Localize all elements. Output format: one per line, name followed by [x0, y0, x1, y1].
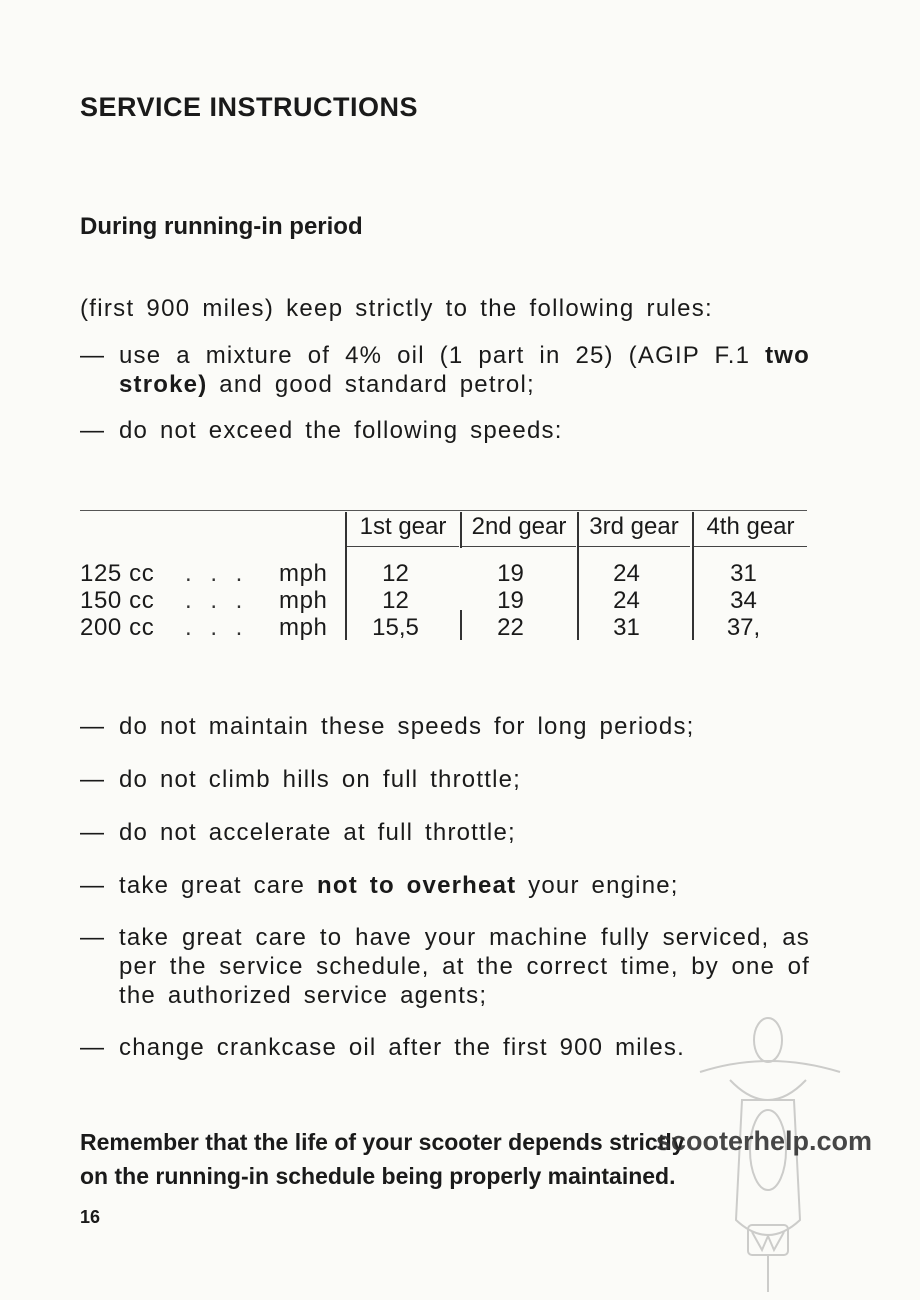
cell-125-2nd: 19	[497, 560, 524, 587]
rule-dash: —	[80, 872, 106, 899]
header-underline	[694, 546, 807, 547]
intro-text: (first 900 miles) keep strictly to the following rules:	[80, 295, 714, 322]
column-divider	[460, 512, 462, 548]
rule-text: do not exceed the following speeds:	[119, 417, 563, 444]
rule-text: do not maintain these speeds for long periods;	[119, 713, 695, 740]
rule-speeds	[80, 416, 810, 445]
rule-no-sustained-speed	[80, 712, 810, 741]
remember-line-1: Remember that the life of your scooter depends strictly	[80, 1129, 685, 1155]
rule-no-hill-climb	[80, 765, 810, 794]
header-4th-gear: 4th gear	[706, 513, 795, 540]
rule-bold-text: not to overheat	[316, 872, 517, 899]
rule-dash: —	[80, 1034, 106, 1061]
rule-text-part: and good standard petrol;	[207, 371, 535, 398]
cell-200-3rd: 31	[613, 614, 640, 641]
cell-200-2nd: 22	[497, 614, 524, 641]
rule-text	[80, 871, 810, 900]
engine-size: 125 cc	[80, 560, 155, 587]
row-label-150cc	[80, 587, 328, 615]
rule-bold-text: two stroke)	[119, 342, 810, 398]
rule-no-overheat	[80, 871, 810, 900]
cell-150-4th: 34	[730, 587, 757, 614]
table-top-rule	[80, 510, 807, 511]
unit-label: mph	[279, 560, 328, 587]
rule-text-part: use a mixture of 4% oil (1 part in 25) (AGIP F.1	[119, 342, 766, 369]
remember-line-2: on the running-in schedule being properly maintained.	[80, 1163, 676, 1189]
rule-text: change crankcase oil after the first 900 miles.	[119, 1034, 685, 1061]
header-3rd-gear: 3rd gear	[589, 513, 679, 540]
rule-dash: —	[80, 924, 106, 951]
cell-125-3rd: 24	[613, 560, 640, 587]
cell-150-2nd: 19	[497, 587, 524, 614]
cell-125-4th: 31	[730, 560, 757, 587]
leader-dots: . . .	[185, 560, 249, 587]
cell-200-4th: 37,	[726, 614, 761, 641]
header-underline	[462, 546, 576, 547]
cell-150-3rd: 24	[613, 587, 640, 614]
rule-no-full-acceleration	[80, 818, 810, 847]
page-number: 16	[80, 1207, 101, 1227]
rule-dash: —	[80, 819, 106, 846]
header-underline	[347, 546, 459, 547]
page-title: SERVICE INSTRUCTIONS	[80, 92, 419, 122]
cell-200-1st: 15,5	[372, 614, 419, 641]
engine-size: 150 cc	[80, 587, 155, 614]
rule-dash: —	[80, 766, 106, 793]
rule-text-part: your engine;	[516, 872, 679, 899]
header-underline	[578, 546, 690, 547]
rule-text: do not accelerate at full throttle;	[119, 819, 516, 846]
site-watermark: scooterhelp.com	[656, 1126, 873, 1156]
leader-dots: . . .	[185, 614, 249, 641]
header-2nd-gear: 2nd gear	[471, 513, 567, 540]
section-subtitle: During running-in period	[80, 213, 363, 240]
rule-oil-mixture	[80, 341, 810, 399]
unit-label: mph	[279, 614, 328, 641]
rule-servicing	[80, 923, 810, 1010]
row-label-200cc	[80, 614, 328, 642]
row-label-125cc	[80, 560, 328, 588]
cell-150-1st: 12	[382, 587, 409, 614]
header-1st-gear: 1st gear	[359, 513, 447, 540]
unit-label: mph	[279, 587, 328, 614]
cell-125-1st: 12	[382, 560, 409, 587]
leader-dots: . . .	[185, 587, 249, 614]
rule-text: do not climb hills on full throttle;	[119, 766, 522, 793]
speed-table	[80, 510, 807, 650]
rule-text	[80, 341, 810, 399]
rule-dash: —	[80, 713, 106, 740]
rule-text-part: take great care	[119, 872, 317, 899]
rule-text: take great care to have your machine fully serviced, as per the service schedule, at the correct time, by one of the authorized service agents;	[119, 924, 810, 1009]
rule-dash: —	[80, 417, 106, 444]
rule-dash: —	[80, 342, 106, 369]
engine-size: 200 cc	[80, 614, 155, 641]
